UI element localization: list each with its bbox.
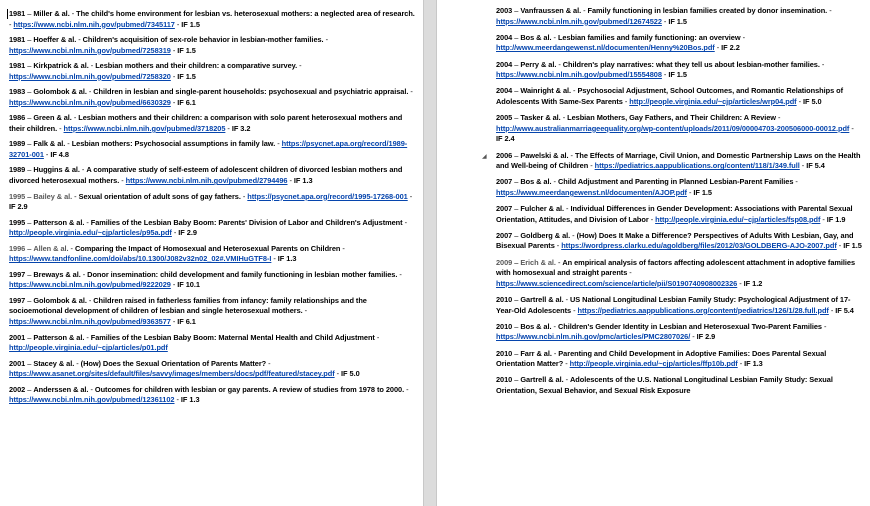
entry-authors: Gartrell & al. [520, 375, 564, 385]
entry-year: 2007 [496, 230, 513, 240]
entry-authors: Perry & al. [520, 59, 557, 69]
page-gutter [423, 0, 437, 506]
entry-authors: Hoeffer & al. [33, 35, 77, 45]
entry-link[interactable]: https://www.ncbi.nlm.nih.gov/pubmed/2794496 [125, 176, 288, 186]
entry-link[interactable]: https://www.asanet.org/sites/default/files/savvy/images/members/docs/pdf/featured/stacey.pdf [9, 369, 335, 379]
entry-authors: Wainright & al. [520, 86, 572, 96]
entry-authors: Green & al. [33, 113, 72, 123]
entry-impact-factor: IF 2.9 [178, 228, 197, 238]
entry-year: 1995 [9, 191, 26, 201]
reference-entry: 2003 – Vanfraussen & al. - Family functioning in lesbian families created by donor insemination. - https://www.ncbi.nlm.nih.gov/pubmed/12674522 - IF 1.5 [496, 6, 832, 26]
entry-impact-factor: IF 5.4 [806, 161, 825, 171]
entry-year: 2006 [496, 150, 513, 160]
entry-year: 2004 [496, 32, 513, 42]
entry-title: Children in lesbian and single-parent households: psychosexual and psychiatric appraisal. [93, 87, 409, 97]
document-page-left [0, 0, 423, 506]
reference-entry: 1981 – Kirkpatrick & al. - Lesbian mothers and their children: a comparative survey. - https://www.ncbi.nlm.nih.gov/pubmed/7258320 - IF 1.5 [9, 61, 302, 81]
entry-link[interactable]: http://people.virginia.edu/~cjp/articles/ffp10b.pdf [569, 359, 738, 369]
reference-entry: 2001 – Patterson & al. - Families of the Lesbian Baby Boom: Maternal Mental Health and Child Adjustment - http://people.virginia.edu/~cjp/articles/p01.pdf [9, 332, 380, 353]
reference-entry: 1997 – Golombok & al. - Children raised in fatherless families from infancy: family relationships and the socioemotional development of children of lesbian and single heterosexual mothers. - https://www.ncbi.nlm.nih.gov/pubmed/9363577 - IF 6.1 [9, 295, 367, 327]
entry-impact-factor: IF 1.5 [668, 70, 687, 80]
entry-title: Lesbian families and family functioning: an overview [557, 32, 741, 42]
entry-link[interactable]: https://www.meerdangewenst.nl/documenten/AJOP.pdf [496, 187, 687, 197]
entry-title: Sexual orientation of adult sons of gay fathers. [78, 191, 241, 201]
entry-impact-factor: IF 5.0 [341, 369, 360, 379]
reference-entry: 1989 – Huggins & al. - A comparative study of self-esteem of adolescent children of divorced lesbian mothers and divorced heterosexual mothers. - https://www.ncbi.nlm.nih.gov/pubmed/2794496 - IF 1.3 [9, 165, 403, 186]
entry-link[interactable]: https://psycnet.apa.org/record/1989-32701-001 [9, 139, 408, 159]
reference-entry: ◢ 2006 – Pawelski & al. - The Effects of Marriage, Civil Union, and Domestic Partnership Laws on the Health and Well-being of Children - https://pediatrics.aappublications.org/content/118/1/349.full - IF 5.4 [482, 150, 861, 171]
entry-impact-factor: IF 5.0 [803, 96, 822, 106]
entry-impact-factor: IF 10.1 [177, 280, 200, 290]
entry-authors: Patterson & al. [33, 217, 85, 227]
entry-year: 2010 [496, 375, 513, 385]
entry-authors: Kirkpatrick & al. [33, 61, 89, 71]
entry-authors: Allen & al. [33, 243, 69, 253]
entry-authors: Goldberg & al. [520, 230, 571, 240]
entry-title: The Effects of Marriage, Civil Union, and Domestic Partnership Laws on the Health and Well-being of Children [496, 150, 861, 171]
entry-year: 2009 [496, 257, 513, 267]
entry-title: Donor insemination: child development and family functioning in lesbian mother families. [87, 269, 398, 279]
entry-year: 2001 [9, 332, 26, 342]
entry-authors: Tasker & al. [520, 113, 561, 123]
reference-entry: 2010 – Bos & al. - Children's Gender Identity in Lesbian and Heterosexual Two-Parent Families - https://www.ncbi.nlm.nih.gov/pmc/articles/PMC2807026/ - IF 2.9 [496, 321, 827, 342]
entry-year: 2005 [496, 113, 513, 123]
entry-year: 1996 [9, 243, 26, 253]
reference-entry: 1996 – Allen & al. - Comparing the Impact of Homosexual and Heterosexual Parents on Children - https://www.tandfonline.com/doi/abs/10.1300/J082v32n02_02#.VMIHuGTF8-I - IF 1.3 [9, 243, 345, 264]
entry-authors: Fulcher & al. [520, 204, 565, 214]
entry-title: The child's home environment for lesbian vs. heterosexual mothers: a neglected area of research. [76, 9, 415, 18]
entry-authors: Bos & al. [520, 177, 552, 187]
entry-title: (How) Does the Sexual Orientation of Parents Matter? [80, 358, 267, 368]
entry-link[interactable]: https://www.ncbi.nlm.nih.gov/pubmed/9363577 [9, 317, 171, 327]
entry-impact-factor: IF 1.5 [668, 16, 687, 26]
entry-link[interactable]: https://pediatrics.aappublications.org/content/118/1/349.full [594, 161, 800, 171]
entry-year: 2007 [496, 177, 513, 187]
entry-impact-factor: IF 1.5 [843, 241, 862, 251]
entry-link[interactable]: https://wordpress.clarku.edu/agoldberg/files/2012/03/GOLDBERG-AJO-2007.pdf [561, 241, 837, 251]
entry-impact-factor: IF 1.5 [177, 45, 196, 55]
entry-year: 1981 [9, 35, 26, 45]
entry-impact-factor: IF 2.4 [496, 134, 515, 144]
entry-authors: Bailey & al. [33, 191, 73, 201]
entry-link[interactable]: http://www.meerdangewenst.nl/documenten/Henny%20Bos.pdf [496, 43, 715, 53]
reference-entry: 2004 – Bos & al. - Lesbian families and family functioning: an overview - http://www.meerdangewenst.nl/documenten/Henny%20Bos.pdf - IF 2.2 [496, 32, 745, 53]
entry-title: Lesbian mothers: Psychosocial assumptions in family law. [71, 139, 276, 149]
entry-link[interactable]: https://www.ncbi.nlm.nih.gov/pubmed/7345117 [13, 19, 175, 29]
entry-authors: Miller & al. [33, 9, 70, 18]
entry-title: An empirical analysis of factors affecting adolescent attachment in adoptive families with homosexual and straight parents [496, 257, 856, 278]
entry-title: Outcomes for children with lesbian or gay parents. A review of studies from 1978 to 2000. [94, 384, 405, 394]
entry-link[interactable]: https://www.ncbi.nlm.nih.gov/pubmed/7258319 [9, 45, 171, 55]
entry-authors: Erich & al. [520, 257, 556, 267]
entry-title: Parenting and Child Development in Adoptive Families: Does Parental Sexual Orientation Matter? [496, 348, 827, 369]
entry-title: Children's acquisition of sex-role behavior in lesbian-mother families. [82, 35, 324, 45]
entry-year: 2004 [496, 86, 513, 96]
entry-title: Lesbian Mothers, Gay Fathers, and Their Children: A Review [567, 113, 776, 123]
entry-authors: Gartrell & al. [520, 295, 564, 304]
entry-year: 1997 [9, 295, 26, 305]
entry-link[interactable]: http://people.virginia.edu/~cjp/articles/wrp04.pdf [629, 96, 797, 106]
entry-impact-factor: IF 2.9 [9, 202, 28, 212]
reference-entry: 1981 – Hoeffer & al. - Children's acquisition of sex-role behavior in lesbian-mother families. - https://www.ncbi.nlm.nih.gov/pubmed/7258319 - IF 1.5 [9, 35, 328, 55]
reference-entry: 1997 – Breways & al. - Donor insemination: child development and family functioning in lesbian mother families. - https://www.ncbi.nlm.nih.gov/pubmed/9222029 - IF 10.1 [9, 269, 402, 290]
entry-link[interactable]: http://people.virginia.edu/~cjp/articles/p95a.pdf [9, 228, 172, 238]
entry-title: Lesbian mothers and their children: a comparative survey. [95, 61, 298, 71]
entry-link[interactable]: https://www.sciencedirect.com/science/article/pii/S0190740908002326 [496, 278, 738, 288]
entry-title: Lesbian mothers and their children: a comparison with solo parent heterosexual mothers and their children. [9, 113, 403, 133]
entry-impact-factor: IF 6.1 [177, 97, 196, 107]
entry-impact-factor: IF 1.3 [277, 254, 297, 264]
reference-entry: 1995 – Bailey & al. - Sexual orientation of adult sons of gay fathers. - https://psycnet.apa.org/record/1995-17268-001 - IF 2.9 [9, 191, 413, 212]
entry-impact-factor: IF 2.2 [721, 43, 740, 53]
reference-entry: 2001 – Stacey & al. - (How) Does the Sexual Orientation of Parents Matter? - https://www.asanet.org/sites/default/files/savvy/images/members/docs/pdf/featured/stacey.pdf - IF 5.0 [9, 358, 360, 379]
entry-impact-factor: IF 1.5 [177, 71, 196, 81]
entry-impact-factor: IF 1.5 [693, 187, 712, 197]
entry-year: 2010 [496, 321, 513, 331]
entry-title: Children raised in fatherless families from infancy: family relationships and the socioemotional development of children of lesbian and single heterosexual mothers. [9, 295, 367, 316]
reference-entry: 1995 – Patterson & al. - Families of the Lesbian Baby Boom: Parents' Division of Labor and Children's Adjustment - http://people.virginia.edu/~cjp/articles/p95a.pdf - IF 2.9 [9, 217, 407, 238]
entry-year: 2004 [496, 59, 513, 69]
entry-year: 2002 [9, 384, 26, 394]
entry-year: 2007 [496, 204, 513, 214]
entry-link[interactable]: https://psycnet.apa.org/record/1995-17268-001 [247, 191, 408, 201]
entry-title: (How) Does It Make a Difference? Perspectives of Adults With Lesbian, Gay, and Bisexual Parents [496, 230, 854, 251]
entry-link[interactable]: http://www.australianmarriageequality.org/wp-content/uploads/2011/09/00004703-200506000-00012.pdf [496, 123, 850, 133]
entry-impact-factor: IF 1.3 [293, 176, 313, 186]
entry-authors: Stacey & al. [33, 358, 75, 368]
entry-impact-factor: IF 1.9 [826, 214, 846, 224]
entry-authors: Patterson & al. [33, 332, 85, 342]
entry-year: 1989 [9, 139, 26, 149]
entry-impact-factor: IF 1.3 [180, 395, 200, 405]
reference-entry: 1989 – Falk & al. - Lesbian mothers: Psychosocial assumptions in family law. - https://psycnet.apa.org/record/1989-32701-001 - IF 4.8 [9, 139, 408, 159]
entry-title: Family functioning in lesbian families created by donor insemination. [587, 6, 828, 15]
entry-link[interactable]: https://www.ncbi.nlm.nih.gov/pubmed/3718205 [63, 123, 226, 133]
entry-link[interactable]: https://www.ncbi.nlm.nih.gov/pubmed/6630329 [9, 97, 171, 107]
entry-title: Families of the Lesbian Baby Boom: Maternal Mental Health and Child Adjustment [90, 332, 375, 342]
entry-year: 1989 [9, 165, 26, 175]
entry-link[interactable]: https://www.ncbi.nlm.nih.gov/pmc/articles/PMC2807026/ [496, 332, 691, 342]
reference-entry: 2004 – Perry & al. - Children's play narratives: what they tell us about lesbian-mother families. - https://www.ncbi.nlm.nih.gov/pubmed/15554808 - IF 1.5 [496, 59, 825, 80]
entry-link[interactable]: https://www.ncbi.nlm.nih.gov/pubmed/12674522 [496, 16, 662, 26]
entry-title: Families of the Lesbian Baby Boom: Parents' Division of Labor and Children's Adjustment [90, 217, 403, 227]
entry-year: 1981 [9, 61, 26, 71]
entry-impact-factor: IF 2.9 [696, 332, 716, 342]
entry-impact-factor: IF 1.2 [743, 278, 763, 288]
entry-title: Psychosocial Adjustment, School Outcomes, and Romantic Relationships of Adolescents With Same-Sex Parents [496, 86, 844, 106]
entry-link[interactable]: https://www.ncbi.nlm.nih.gov/pubmed/15554808 [496, 70, 662, 80]
entry-authors: Golombok & al. [33, 295, 87, 305]
entry-link[interactable]: https://www.ncbi.nlm.nih.gov/pubmed/9222029 [9, 280, 171, 290]
entry-link[interactable]: http://people.virginia.edu/~cjp/articles/p01.pdf [9, 343, 168, 353]
entry-authors: Breways & al. [33, 269, 81, 279]
reference-entry: 2010 – Gartrell & al. - Adolescents of the U.S. National Longitudinal Lesbian Family Study: Sexual Orientation, Sexual Behavior, and Sexual Risk Exposure [496, 375, 833, 395]
entry-authors: Golombok & al. [33, 87, 87, 97]
text-cursor [7, 9, 8, 19]
entry-authors: Bos & al. [520, 321, 552, 331]
entry-year: 2010 [496, 348, 513, 358]
entry-link[interactable]: https://www.ncbi.nlm.nih.gov/pubmed/7258320 [9, 71, 171, 81]
entry-year: 1981 [9, 9, 26, 18]
reference-entry: 2007 – Fulcher & al. - Individual Differences in Gender Development: Associations with Parental Sexual Orientation, Attitudes, and Division of Labor - http://people.virginia.edu/~cjp/articles/fsp08.pdf - IF 1.9 [496, 204, 853, 224]
reference-entry: 2007 – Goldberg & al. - (How) Does It Make a Difference? Perspectives of Adults With Lesbian, Gay, and Bisexual Parents - https://wordpress.clarku.edu/agoldberg/files/2012/03/GOLDBERG-AJO-2007.pdf - IF 1.5 [496, 230, 862, 251]
entry-link[interactable]: https://pediatrics.aappublications.org/content/pediatrics/126/1/28.full.pdf [577, 305, 829, 315]
reference-entry: 2005 – Tasker & al. - Lesbian Mothers, Gay Fathers, and Their Children: A Review - http://www.australianmarriageequality.org/wp-content/uploads/2011/09/00004703-200506000-00012.pdf - IF 2.4 [496, 113, 854, 144]
entry-impact-factor: IF 4.8 [50, 149, 69, 159]
entry-title: Children's Gender Identity in Lesbian and Heterosexual Two-Parent Families [557, 321, 822, 331]
reference-entry: 2010 – Farr & al. - Parenting and Child Development in Adoptive Families: Does Parental Sexual Orientation Matter? - http://people.virginia.edu/~cjp/articles/ffp10b.pdf - IF 1.3 [496, 348, 827, 369]
reference-entry: 2004 – Wainright & al. - Psychosocial Adjustment, School Outcomes, and Romantic Relationships of Adolescents With Same-Sex Parents - http://people.virginia.edu/~cjp/articles/wrp04.pdf - IF 5.0 [496, 86, 844, 106]
entry-year: 1997 [9, 269, 26, 279]
entry-year: 2003 [496, 6, 513, 15]
entry-impact-factor: IF 1.5 [181, 19, 200, 29]
entry-title: Comparing the Impact of Homosexual and Heterosexual Parents on Children [74, 243, 341, 253]
entry-year: 2010 [496, 295, 513, 304]
entry-authors: Pawelski & al. [520, 150, 569, 160]
entry-authors: Bos & al. [520, 32, 552, 42]
entry-authors: Huggins & al. [33, 165, 80, 175]
entry-title: Individual Differences in Gender Development: Associations with Parental Sexual Orientation, Attitudes, and Division of Labor [496, 204, 853, 224]
entry-authors: Farr & al. [520, 348, 552, 358]
reference-entry: 1981 – Miller & al. - The child's home environment for lesbian vs. heterosexual mothers: a neglected area of research. - https://www.ncbi.nlm.nih.gov/pubmed/7345117 - IF 1.5 [9, 9, 415, 29]
reference-entry: 1986 – Green & al. - Lesbian mothers and their children: a comparison with solo parent heterosexual mothers and their children. - https://www.ncbi.nlm.nih.gov/pubmed/3718205 - IF 3.2 [9, 113, 403, 133]
reference-entry: 2009 – Erich & al. - An empirical analysis of factors affecting adolescent attachment in adoptive families with homosexual and straight parents - https://www.sciencedirect.com/science/article/pii/S0190740908002326 - IF 1.2 [496, 257, 856, 288]
entry-year: 1995 [9, 217, 26, 227]
entry-authors: Anderssen & al. [33, 384, 89, 394]
document-page-right [437, 0, 870, 506]
entry-link[interactable]: https://www.ncbi.nlm.nih.gov/pubmed/12361102 [9, 395, 175, 405]
entry-year: 2001 [9, 358, 26, 368]
reference-entry: 2007 – Bos & al. - Child Adjustment and Parenting in Planned Lesbian-Parent Families - https://www.meerdangewenst.nl/documenten/AJOP.pdf - IF 1.5 [496, 177, 798, 197]
entry-title: US National Longitudinal Lesbian Family Study: Psychological Adjustment of 17-Year-Old Adolescents [496, 295, 851, 315]
entry-impact-factor: IF 5.4 [835, 305, 854, 315]
entry-authors: Falk & al. [33, 139, 66, 149]
entry-title: Child Adjustment and Parenting in Planned Lesbian-Parent Families [557, 177, 794, 187]
reference-entry: 1983 – Golombok & al. - Children in lesbian and single-parent households: psychosexual and psychiatric appraisal. - https://www.ncbi.nlm.nih.gov/pubmed/6630329 - IF 6.1 [9, 87, 413, 107]
entry-year: 1986 [9, 113, 26, 123]
entry-title: Adolescents of the U.S. National Longitudinal Lesbian Family Study: Sexual Orientation, Sexual Behavior, and Sexual Risk Exposure [496, 375, 833, 395]
entry-impact-factor: IF 3.2 [231, 123, 251, 133]
entry-impact-factor: IF 1.3 [744, 359, 763, 369]
collapse-triangle-icon[interactable]: ◢ [482, 153, 487, 160]
entry-authors: Vanfraussen & al. [520, 6, 582, 15]
entry-link[interactable]: https://www.tandfonline.com/doi/abs/10.1300/J082v32n02_02#.VMIHuGTF8-I [9, 254, 272, 264]
reference-entry: 2010 – Gartrell & al. - US National Longitudinal Lesbian Family Study: Psychological Adjustment of 17-Year-Old Adolescents - https://pediatrics.aappublications.org/content/pediatrics/126/1/28.full.pdf - IF 5.4 [496, 295, 854, 315]
reference-entry: 2002 – Anderssen & al. - Outcomes for children with lesbian or gay parents. A review of studies from 1978 to 2000. - https://www.ncbi.nlm.nih.gov/pubmed/12361102 - IF 1.3 [9, 384, 409, 405]
entry-year: 1983 [9, 87, 26, 97]
entry-title: A comparative study of self-esteem of adolescent children of divorced lesbian mothers and divorced heterosexual mothers. [9, 165, 403, 186]
entry-title: Children's play narratives: what they tell us about lesbian-mother families. [562, 59, 820, 69]
entry-link[interactable]: http://people.virginia.edu/~cjp/articles/fsp08.pdf [655, 214, 821, 224]
entry-impact-factor: IF 6.1 [177, 317, 196, 327]
